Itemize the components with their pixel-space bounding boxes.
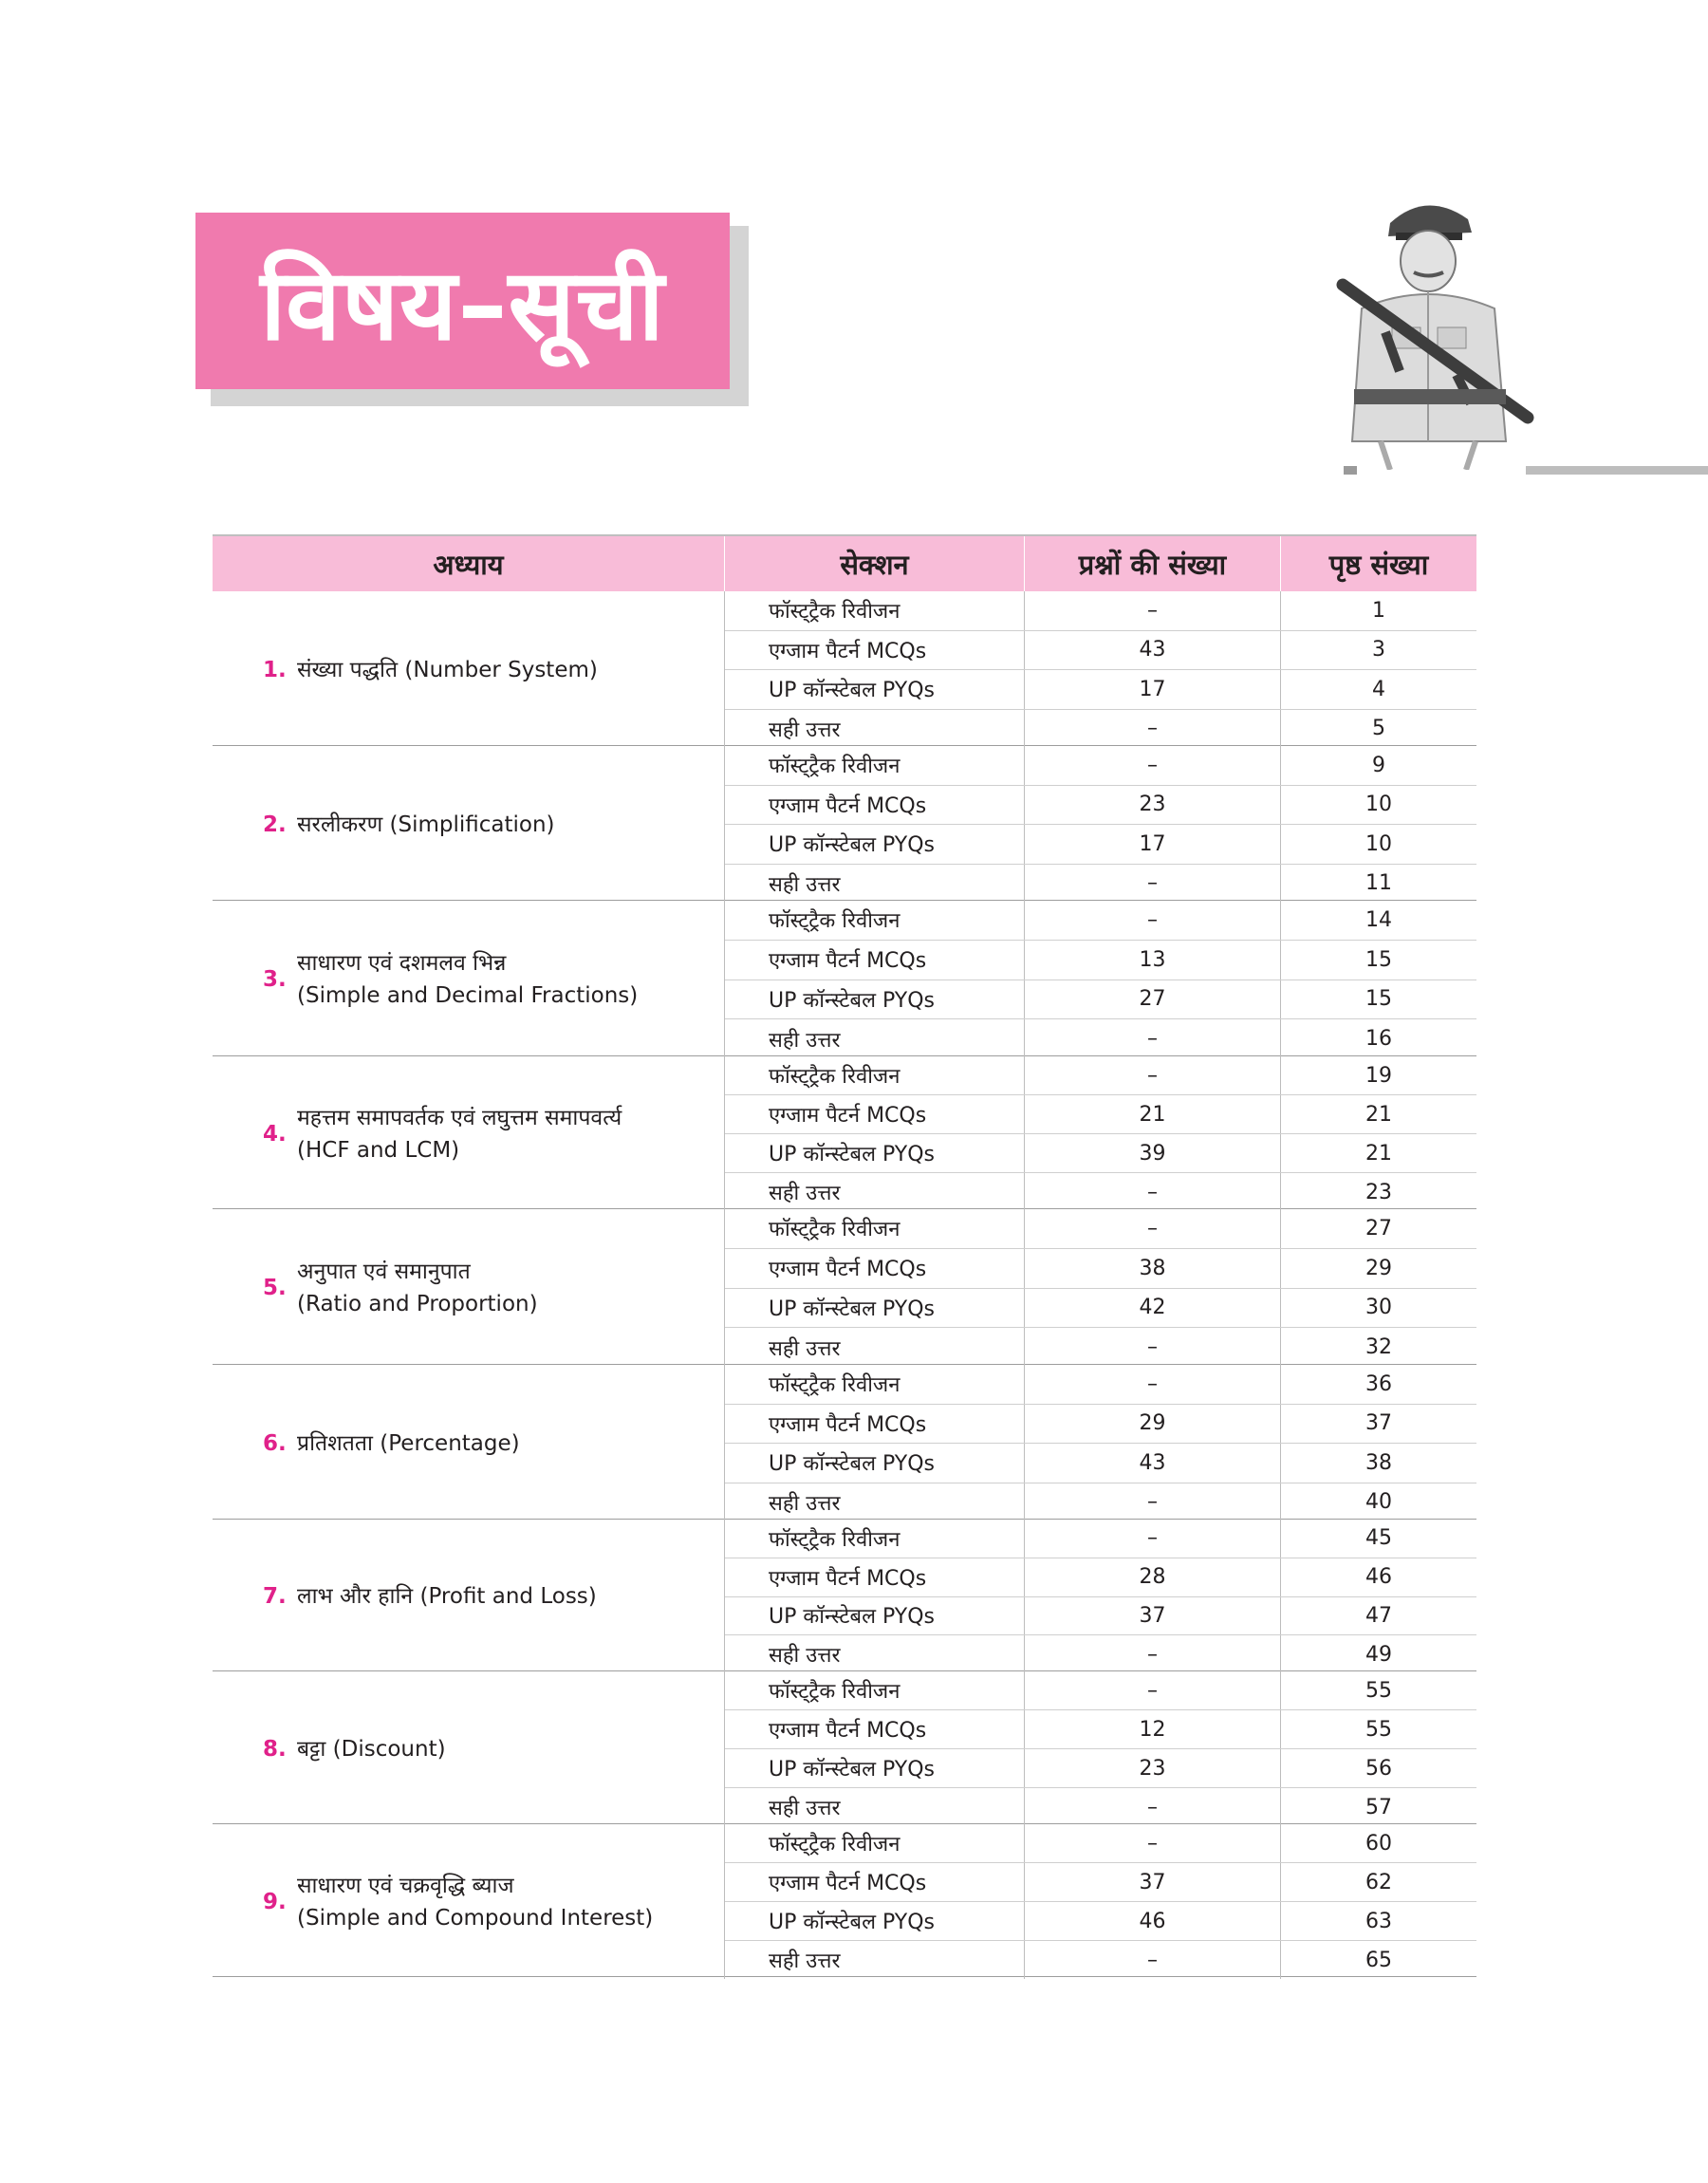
table-row [725,941,1476,980]
section-cell: फॉस्ट्ट्रैक रिवीजन [725,1671,1025,1709]
page-cell: 55 [1365,1717,1392,1742]
chapter-name [297,947,638,1012]
soldier-illustration [1305,185,1547,470]
table-row [725,1134,1476,1173]
table-row [725,1671,1476,1710]
section-cell: सही उत्तर [725,1941,1025,1979]
questions-cell: 37 [1025,1597,1281,1635]
section-rows [725,591,1476,748]
title-banner [195,213,730,389]
section-cell: सही उत्तर [725,1019,1025,1058]
section-cell: सही उत्तर [725,1788,1025,1826]
table-row [725,1289,1476,1329]
table-row [725,1328,1476,1367]
section-cell: UP कॉन्स्टेबल PYQs [725,670,1025,709]
table-body [213,591,1476,1977]
chapter-name [297,809,555,841]
chapter-title-cell [213,1671,725,1826]
chapter-title-cell [213,1824,725,1979]
chapter-block [213,1056,1476,1209]
section-rows [725,901,1476,1058]
page-cell: 9 [1372,753,1385,777]
page-cell: 5 [1372,717,1385,741]
table-row [725,631,1476,671]
header-section: सेक्शन [725,536,1025,591]
page-cell: 65 [1365,1948,1392,1972]
chapter-name-hindi: महत्तम समापवर्तक एवं लघुत्तम समापवर्त्य [297,1105,622,1130]
chapter-name [297,1256,538,1320]
chapter-name-english: (Simple and Decimal Fractions) [297,983,639,1008]
table-row [725,786,1476,826]
section-cell: UP कॉन्स्टेबल PYQs [725,1597,1025,1635]
questions-cell: 29 [1025,1405,1281,1444]
page-cell: 60 [1365,1831,1392,1856]
table-row [725,1824,1476,1863]
table-row [725,1249,1476,1289]
page-cell: 15 [1365,947,1392,972]
header-questions: प्रश्नों की संख्या [1025,536,1281,591]
section-cell: फॉस्ट्ट्रैक रिवीजन [725,1056,1025,1094]
table-row [725,1095,1476,1134]
questions-cell: 17 [1025,670,1281,709]
page-cell: 55 [1365,1678,1392,1703]
chapter-number: 5. [263,1276,287,1300]
chapter-name-english: (HCF and LCM) [297,1137,460,1163]
table-row [725,1209,1476,1249]
page-cell: 38 [1365,1450,1392,1475]
section-cell: एग्जाम पैटर्न MCQs [725,941,1025,980]
page-cell: 29 [1365,1256,1392,1280]
chapter-number: 9. [263,1889,287,1914]
chapter-name-hindi: संख्या पद्धति (Number System) [297,657,598,682]
chapter-block [213,746,1476,901]
chapter-name [297,1580,597,1613]
chapter-title-cell [213,591,725,748]
page-cell: 16 [1365,1027,1392,1052]
questions-cell: 12 [1025,1710,1281,1748]
table-row [725,670,1476,710]
questions-cell: 28 [1025,1558,1281,1596]
chapter-name [297,1427,520,1460]
table-row [725,980,1476,1020]
chapter-name-english: (Ratio and Proportion) [297,1292,538,1316]
section-rows [725,1520,1476,1673]
questions-cell: – [1025,591,1281,630]
chapter-block [213,1520,1476,1671]
chapter-name-hindi: साधारण एवं चक्रवृद्धि ब्याज [297,1873,514,1898]
page-cell: 46 [1365,1565,1392,1590]
chapter-name [297,1102,622,1166]
contents-table [213,534,1476,1977]
page-cell: 4 [1372,677,1385,701]
questions-cell: – [1025,1019,1281,1058]
table-row [725,1405,1476,1445]
chapter-number: 6. [263,1430,287,1456]
section-rows [725,1671,1476,1826]
section-cell: UP कॉन्स्टेबल PYQs [725,980,1025,1019]
chapter-block [213,1671,1476,1824]
decorative-rule-mark [1344,466,1357,475]
questions-cell: – [1025,710,1281,749]
table-row [725,1863,1476,1902]
questions-cell: 27 [1025,980,1281,1019]
header-page: पृष्ठ संख्या [1328,548,1429,581]
chapter-number: 8. [263,1736,287,1762]
chapter-name-hindi: लाभ और हानि (Profit and Loss) [297,1584,597,1609]
section-cell: एग्जाम पैटर्न MCQs [725,631,1025,670]
questions-cell: – [1025,746,1281,785]
section-cell: फॉस्ट्ट्रैक रिवीजन [725,1824,1025,1862]
table-row [725,1444,1476,1483]
section-cell: फॉस्ट्ट्रैक रिवीजन [725,746,1025,785]
questions-cell: – [1025,1941,1281,1979]
section-cell: फॉस्ट्ट्रैक रिवीजन [725,591,1025,630]
table-row [725,1902,1476,1941]
chapter-title-cell [213,1209,725,1367]
chapter-name-hindi: प्रतिशतता (Percentage) [297,1430,520,1456]
section-cell: सही उत्तर [725,865,1025,904]
chapter-title-cell [213,1520,725,1673]
page-cell: 10 [1365,793,1392,817]
chapter-title-cell [213,901,725,1058]
section-cell: फॉस्ट्ट्रैक रिवीजन [725,1365,1025,1404]
section-cell: एग्जाम पैटर्न MCQs [725,1863,1025,1901]
chapter-name [297,1733,446,1765]
questions-cell: – [1025,1520,1281,1558]
table-row [725,1635,1476,1673]
questions-cell: 46 [1025,1902,1281,1940]
page-cell: 27 [1365,1216,1392,1241]
table-row [725,1749,1476,1788]
page-cell: 3 [1372,638,1385,662]
section-cell: सही उत्तर [725,1173,1025,1211]
table-row [725,1520,1476,1558]
questions-cell: – [1025,865,1281,904]
chapter-title-cell [213,1056,725,1211]
chapter-name-hindi: सरलीकरण (Simplification) [297,812,555,837]
page-cell: 30 [1365,1296,1392,1320]
page-cell: 47 [1365,1603,1392,1628]
page-cell: 14 [1365,907,1392,932]
page-cell: 36 [1365,1371,1392,1396]
questions-cell: – [1025,1483,1281,1522]
chapter-block [213,1824,1476,1977]
table-row [725,1483,1476,1522]
table-row [725,1365,1476,1405]
table-row [725,1173,1476,1211]
questions-cell: 23 [1025,786,1281,825]
section-cell: सही उत्तर [725,1483,1025,1522]
questions-cell: – [1025,1173,1281,1211]
chapter-name-hindi: बट्टा (Discount) [297,1736,446,1762]
questions-cell: – [1025,1671,1281,1709]
table-row [725,1941,1476,1979]
page-cell: 62 [1365,1870,1392,1894]
page-cell: 45 [1365,1526,1392,1551]
section-cell: फॉस्ट्ट्रैक रिवीजन [725,901,1025,940]
table-row [725,1056,1476,1095]
table-row [725,1558,1476,1597]
questions-cell: 39 [1025,1134,1281,1172]
table-row [725,901,1476,941]
page-cell: 10 [1365,831,1392,856]
section-cell: फॉस्ट्ट्रैक रिवीजन [725,1520,1025,1558]
table-row [725,746,1476,786]
section-cell: UP कॉन्स्टेबल PYQs [725,1444,1025,1483]
chapter-number: 1. [263,657,287,682]
questions-cell: 37 [1025,1863,1281,1901]
questions-cell: – [1025,1788,1281,1826]
questions-cell: 38 [1025,1249,1281,1288]
section-rows [725,1365,1476,1521]
chapter-name-hindi: साधारण एवं दशमलव भिन्न [297,951,507,976]
page-cell: 49 [1365,1642,1392,1667]
chapter-block [213,901,1476,1056]
table-header [213,534,1476,591]
questions-cell: 17 [1025,825,1281,864]
table-row [725,825,1476,865]
table-row [725,1597,1476,1636]
questions-cell: 43 [1025,631,1281,670]
section-cell: एग्जाम पैटर्न MCQs [725,1710,1025,1748]
questions-cell: 13 [1025,941,1281,980]
section-rows [725,1824,1476,1979]
section-cell: UP कॉन्स्टेबल PYQs [725,1134,1025,1172]
questions-cell: – [1025,901,1281,940]
section-cell: एग्जाम पैटर्न MCQs [725,1405,1025,1444]
section-cell: सही उत्तर [725,1328,1025,1367]
section-cell: फॉस्ट्ट्रैक रिवीजन [725,1209,1025,1248]
questions-cell: 42 [1025,1289,1281,1328]
chapter-number: 2. [263,812,287,837]
questions-cell: – [1025,1824,1281,1862]
section-rows [725,1209,1476,1367]
chapter-name [297,654,598,686]
page-cell: 57 [1365,1795,1392,1819]
page-cell: 21 [1365,1141,1392,1166]
chapter-name-english: (Simple and Compound Interest) [297,1905,654,1931]
page-cell: 56 [1365,1756,1392,1781]
table-row [725,1788,1476,1826]
page-title: विषय–सूची [260,246,665,363]
section-cell: UP कॉन्स्टेबल PYQs [725,825,1025,864]
section-cell: एग्जाम पैटर्न MCQs [725,1095,1025,1133]
page-cell: 40 [1365,1490,1392,1515]
questions-cell: – [1025,1056,1281,1094]
section-cell: एग्जाम पैटर्न MCQs [725,786,1025,825]
page-cell: 63 [1365,1909,1392,1933]
page-cell: 15 [1365,987,1392,1012]
section-cell: एग्जाम पैटर्न MCQs [725,1249,1025,1288]
page-cell: 11 [1365,871,1392,896]
table-row [725,710,1476,749]
chapter-name-hindi: अनुपात एवं समानुपात [297,1259,471,1284]
table-row [725,1710,1476,1749]
chapter-block [213,591,1476,746]
section-rows [725,1056,1476,1211]
table-row [725,865,1476,904]
page-cell: 1 [1372,598,1385,623]
section-cell: UP कॉन्स्टेबल PYQs [725,1289,1025,1328]
section-cell: सही उत्तर [725,1635,1025,1673]
chapter-title-cell [213,746,725,903]
chapter-title-cell [213,1365,725,1521]
questions-cell: 23 [1025,1749,1281,1787]
section-rows [725,746,1476,903]
section-cell: सही उत्तर [725,710,1025,749]
questions-cell: 21 [1025,1095,1281,1133]
questions-cell: – [1025,1365,1281,1404]
header-chapter: अध्याय [213,536,725,591]
decorative-rule [1526,466,1708,475]
questions-cell: 43 [1025,1444,1281,1483]
page-cell: 19 [1365,1063,1392,1088]
chapter-block [213,1365,1476,1520]
chapter-number: 4. [263,1121,287,1147]
section-cell: UP कॉन्स्टेबल PYQs [725,1749,1025,1787]
section-cell: UP कॉन्स्टेबल PYQs [725,1902,1025,1940]
questions-cell: – [1025,1635,1281,1673]
questions-cell: – [1025,1328,1281,1367]
page-cell: 37 [1365,1411,1392,1436]
section-cell: एग्जाम पैटर्न MCQs [725,1558,1025,1596]
table-row [725,1019,1476,1058]
chapter-block [213,1209,1476,1365]
table-row [725,591,1476,631]
page-cell: 23 [1365,1180,1392,1204]
chapter-number: 7. [263,1584,287,1609]
chapter-name [297,1870,653,1934]
page-cell: 32 [1365,1335,1392,1360]
chapter-number: 3. [263,967,287,992]
questions-cell: – [1025,1209,1281,1248]
page-cell: 21 [1365,1102,1392,1127]
